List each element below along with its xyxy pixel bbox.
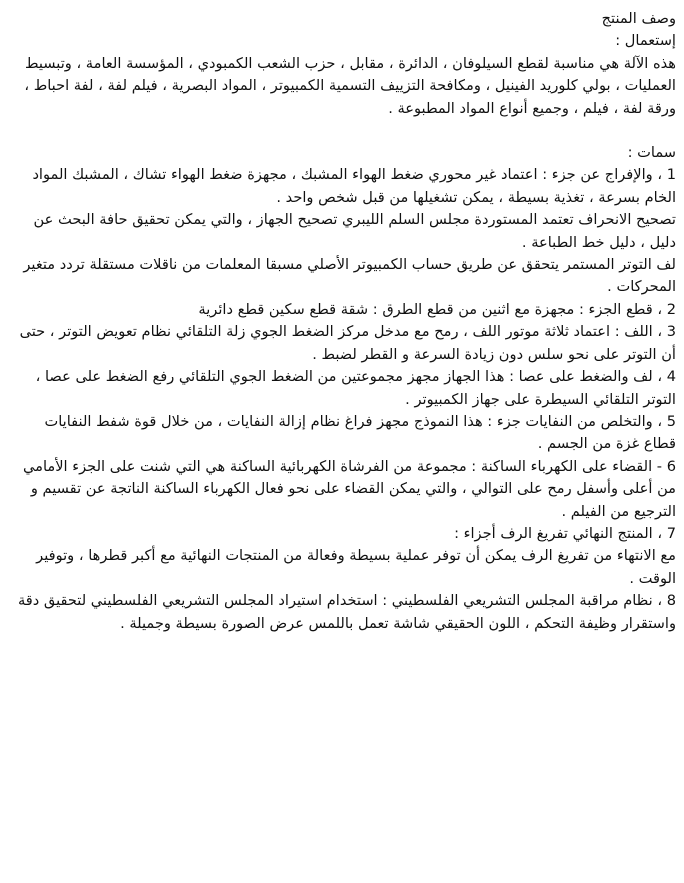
usage-heading: إستعمال : — [615, 32, 676, 50]
features-heading: سمات : — [627, 144, 676, 162]
feature-item: 6 - القضاء على الكهرباء الساكنة : مجموعة من الفرشاة الكهربائية الساكنة هي التي شنت على الجزء الأمامي من أعلى وأسفل رمح على التوالي ، والتي يمكن القضاء على نحو فعال الكهرباء الساكنة الناتجة عن تقسيم و الترجيع من الفيلم . — [22, 457, 676, 520]
usage-paragraph: هذه الآلة هي مناسبة لقطع السيلوفان ، الدائرة ، مقابل ، حزب الشعب الكمبودي ، المؤسسة العامة ، وتبسيط العمليات ، بولي كلوريد الفينيل ، ومكافحة التزييف التسمية الكمبيوتر ، المواد البصرية ، فيلم لفة ، لفة احباط ، ورقة لفة ، فيلم ، وجميع أنواع المواد المطبوعة . — [24, 54, 676, 117]
feature-item: تصحيح الانحراف تعتمد المستوردة مجلس السلم الليبري تصحيح الجهاز ، والتي يمكن تحقيق حافة البحث عن دليل ، دليل خط الطباعة . — [33, 211, 676, 251]
feature-item: 2 ، قطع الجزء : مجهزة مع اثنين من قطع الطرق : شقة قطع سكين قطع دائرية — [198, 300, 676, 318]
feature-item: لف التوتر المستمر يتحقق عن طريق حساب الكمبيوتر الأصلي مسبقا المعلمات من ناقلات مستقلة تردد متغير المحركات . — [23, 256, 676, 296]
feature-item: 1 ، والإفراج عن جزء : اعتماد غير محوري ضغط الهواء المشبك ، مجهزة ضغط الهواء تشاك ، المشبك المواد الخام بسرعة ، تغذية بسيطة ، يمكن تشغيلها من قبل شخص واحد . — [32, 166, 676, 206]
feature-item: 8 ، نظام مراقبة المجلس التشريعي الفلسطيني : استخدام استيراد المجلس التشريعي الفلسطيني لتحقيق دقة واستقرار وظيفة التحكم ، اللون الحقيقي شاشة تعمل باللمس عرض الصورة بسيطة وجميلة . — [17, 592, 676, 632]
feature-item: 3 ، اللف : اعتماد ثلاثة موتور اللف ، رمح مع مدخل مركز الضغط الجوي زلة التلقائي نظام تعويض التوتر ، حتى أن التوتر على نحو سلس دون زيادة السرعة و القطر لضبط . — [19, 323, 676, 363]
feature-item: مع الانتهاء من تفريغ الرف يمكن أن توفر عملية بسيطة وفعالة من المنتجات النهائية مع أكبر قطرها ، وتوفير الوقت . — [36, 547, 676, 587]
feature-item: 4 ، لف والضغط على عصا : هذا الجهاز مجهز مجموعتين من الضغط الجوي التلقائي رفع الضغط على عصا ، التوتر التلقائي السيطرة على جهاز الكمبيوتر . — [35, 368, 676, 408]
feature-item: 5 ، والتخلص من النفايات جزء : هذا النموذج مجهز فراغ نظام إزالة النفايات ، من خلال قوة شفط النفايات قطاع غزة من الجسم . — [44, 412, 676, 453]
feature-item: 7 ، المنتج النهائي تفريغ الرف أجزاء : — [454, 524, 676, 542]
section-spacer — [8, 120, 676, 142]
doc-title: وصف المنتج — [601, 10, 676, 27]
